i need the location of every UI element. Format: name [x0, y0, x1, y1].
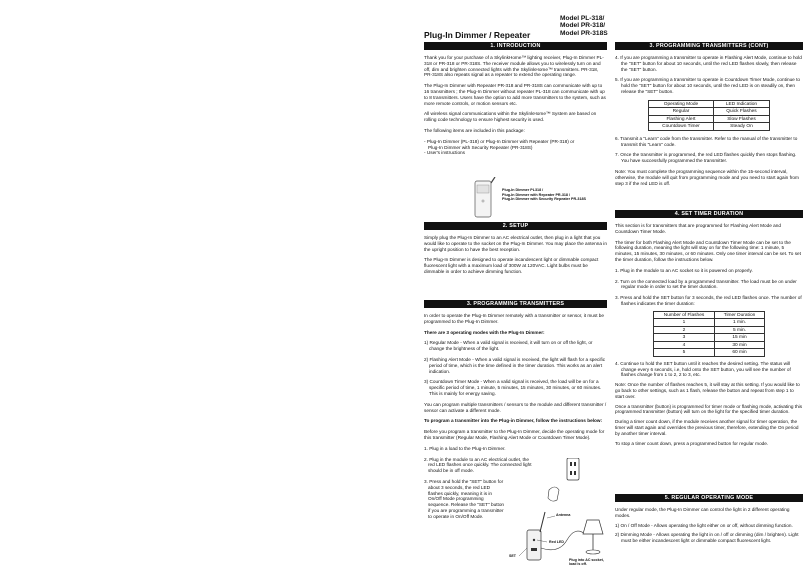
list-item: - Plug-In Dimmer (PL-318) or Plug-In Dimmer with Repeater (PR-318) or	[424, 138, 575, 144]
table-cell: Regular	[649, 108, 714, 116]
label-antenna: Antenna	[556, 513, 571, 517]
table-cell: 5	[654, 349, 715, 357]
mode-item: 2) Dimming Mode - Allows operating the light in on / off or dimming (dim / brighten). Light must be either incandescent light or dimmable compact fluorescent light.	[615, 532, 799, 544]
section-header-programming-cont: 3. PROGRAMMING TRANSMITTERS (CONT)	[615, 42, 803, 50]
product-image-caption	[502, 188, 604, 202]
table-cell: 1	[654, 319, 715, 327]
list-item: - User's instructions	[424, 150, 466, 156]
setup-section	[424, 222, 607, 275]
paragraph: Once a transmitter (button) is programmed for timer mode or flashing mode, activating this programmed transmitter (button) will turn on the light for the specified timer duration.	[615, 403, 803, 415]
table-header-row	[654, 311, 765, 319]
table-header: Timer Duration	[715, 311, 765, 319]
table-row	[649, 123, 770, 131]
paragraph: The Plug-In Dimmer with Repeater PR-318 and PR-318S can communicate with up to 16 transmitters ; the Plug-In Dimmer without repeater PL-318 can communicate with up to 8 transmitters. Users have the option to add more transmitters to the system, such as more remote controls, or motion sensors etc.	[424, 83, 606, 106]
step-item: 5. If you are programming a transmitter to operate in Countdown Timer Mode, continue to hold the "SET" button for about 10 seconds, until the red LED is on steadily on, then release the "SET" button.	[615, 77, 800, 94]
section-header-programming: 3. PROGRAMMING TRANSMITTERS	[424, 300, 607, 308]
table-cell: Quick Flashes	[713, 108, 769, 116]
installation-figure	[509, 458, 609, 573]
table-cell: Countdown Timer	[649, 123, 714, 131]
table-cell: Steady On	[713, 123, 769, 131]
table-row	[654, 341, 765, 349]
programming-cont-section	[615, 42, 803, 186]
model-line: Model PR-318/	[560, 22, 606, 30]
paragraph: Thank you for your purchase of a SkylinkHome™ lighting receiver, Plug-In Dimmer PL-318 or PR-318 or PR-318S. The receiver module allows you to wirelessly turn on and off, dim and brighten connected lights with the SkylinkHome™ transmitters. PR-318, PR-318S also repeats signal as a repeater to extend the operating range.	[424, 55, 604, 78]
table-header: LED Indication	[713, 100, 769, 108]
note: Note: You must complete the programming sequence within the 15-second interval, otherwise, the module will quit from programming mode and you need to start again from step 3 if the red LED is off.	[615, 168, 799, 186]
mode-item: 1) On / Off Mode - Allows operating the light either on or off, without dimming function.	[615, 522, 793, 528]
table-row	[654, 319, 765, 327]
step-item: 2. Turn on the connected load by a programmed transmitter. The load must be on under regular mode in order to set the timer duration.	[615, 278, 797, 290]
paragraph: The Plug-In Dimmer is designed to operate incandescent light or dimmable compact fluorescent light with a maximum load of 300W at 120VAC. Light bulbs must be dimmable in order to achieve dimming function.	[424, 257, 599, 274]
paragraph: Under regular mode, the Plug-In Dimmer can control the light in 2 different operating modes.	[615, 507, 790, 518]
table-header: Number of Flashes	[654, 311, 715, 319]
label-set-button: SET	[509, 554, 516, 558]
paragraph: The following items are included in this package:	[424, 127, 525, 133]
mode-item: 1) Regular Mode - When a valid signal is received, it will turn on or off the light, or change the brightness of the light.	[424, 340, 593, 352]
paragraph: All wireless signal communications within the SkylinkHome™ System are based on rolling code technology to ensure highest security is used.	[424, 111, 597, 123]
howto-title: To program a transmitter into the Plug-in Dimmer, follow the instructions below:	[424, 418, 603, 424]
table-cell: 4	[654, 341, 715, 349]
figure-caption: Plug into AC socket, load is off.	[569, 558, 604, 567]
timer-section	[615, 210, 803, 446]
section-header-regular-mode: 5. REGULAR OPERATING MODE	[615, 494, 803, 502]
paragraph: The timer for both Flashing Alert Mode and Countdown Timer Mode can be set to the following duration, meaning the light will stay on for the following time: 1 minute, 5 minutes, 15 minutes, 30 minutes, or 60 minutes. Only one timer interval can be set. To set the timer duration, follow the instructions below.	[615, 239, 801, 262]
paragraph: This section is for transmitters that are programmed for Flashing Alert Mode and Countdown Timer Mode.	[615, 223, 781, 234]
table-cell: 5 min.	[715, 326, 765, 334]
step-item: 7. Once the transmitter is programmed, the red LED flashes quickly then stops flashing. You have successfully programmed the transmitter.	[615, 152, 797, 164]
product-image	[467, 177, 499, 221]
section-header-timer: 4. SET TIMER DURATION	[615, 210, 803, 218]
section-header-setup: 2. SETUP	[424, 222, 607, 230]
table-row	[649, 115, 770, 123]
step-item: 1. Plug in a load to the Plug-In Dimmer.	[424, 445, 506, 451]
timer-duration-table	[653, 311, 765, 357]
model-line: Model PR-318S	[560, 29, 608, 37]
note: Note: Once the number of flashes reaches 5, it will stay at this setting. If you would like to go back to other settings, such as 1 flash, release the button and repeat from step 1 to start over.	[615, 382, 800, 399]
regular-mode-section	[615, 494, 803, 544]
step-item: 2. Plug in the module to an AC electrical outlet, the red LED flashes once quickly. The connected light should be in off mode.	[424, 456, 532, 474]
table-cell: Slow Flashes	[713, 115, 769, 123]
package-list	[424, 139, 607, 156]
table-cell: 1 min.	[715, 319, 765, 327]
table-cell: 30 min	[715, 341, 765, 349]
caption-line: Plug-In Dimmer PL318 /	[502, 188, 544, 192]
paragraph: You can program multiple transmitters / sensors to the module and different transmitter / sensor can activate a different mode.	[424, 401, 607, 413]
table-cell: 15 min	[715, 334, 765, 342]
table-cell: 2	[654, 326, 715, 334]
section-header-introduction: 1. INTRODUCTION	[424, 42, 607, 50]
table-cell: 60 min	[715, 349, 765, 357]
led-indication-table	[648, 100, 770, 131]
table-header-row	[649, 100, 770, 108]
label-red-led: Red LED	[549, 540, 564, 544]
mode-item: 3) Countdown Timer Mode - When a valid signal is received, the load will be on for a specific period of time, 1 minute, 5 minutes, 15 minutes, 30 minutes, or 60 minutes. This is mainly for energy saving.	[424, 379, 602, 396]
step-item: 3. Press and hold the "SET" button for about 3 seconds, the red LED flashes quickly, meaning it is in On/Off Mode programming sequence. Release the "SET" button if you are programming a transmitter to operate in On/Off Mode.	[424, 478, 505, 519]
table-row	[654, 349, 765, 357]
caption-line: Plug-In Dimmer with Repeater PR-318 /	[502, 192, 571, 197]
step-item: 1. Plug in the module to an AC socket so it is powered on properly.	[615, 267, 753, 273]
caption-line: Plug-In Dimmer with Security Repeater PR-318S	[502, 197, 587, 202]
table-row	[649, 108, 770, 116]
mode-item: 2) Flashing Alert Mode - When a valid signal is received, the light will flash for a specific period of time, which is the time defined in the timer duration. This works as an alert indication.	[424, 356, 606, 374]
model-line: Model PL-318/	[560, 15, 605, 22]
model-numbers	[560, 15, 608, 37]
step-item: 4. If you are programming a transmitter to operate in Flashing Alert Mode, continue to hold the "SET" button for about 10 seconds, until the red LED flashes slowly, then release the "SET" button.	[615, 55, 802, 72]
paragraph: During a timer count down, if the module receives another signal for timer operation, the timer will start again and overrides the previous timer, therefore, extending the On period by another timer interval.	[615, 419, 799, 436]
paragraph: To stop a timer count down, press a programmed button for regular mode.	[615, 440, 769, 446]
list-item: Plug-In Dimmer with Security Repeater (PR-318S)	[428, 144, 533, 150]
table-header: Operating Mode	[649, 100, 714, 108]
document-title: Plug-In Dimmer / Repeater	[424, 30, 531, 40]
step-item: 6. Transmit a "Learn" code from the transmitter. Refer to the manual of the transmitter to transmit this "Learn" code.	[615, 135, 798, 147]
step-item: 3. Press and hold the SET button for 3 seconds, the red LED flashes once. The number of flashes indicates the timer duration:	[615, 295, 802, 306]
table-row	[654, 334, 765, 342]
paragraph: Before you program a transmitter to the Plug-In Dimmer, decide the operating mode for this transmitter (Regular Mode, Flashing Alert Mode or Countdown Timer Mode).	[424, 429, 605, 440]
paragraph: Simply plug the Plug-In Dimmer to an AC electrical outlet, then plug in a light that you would like to operate to the socket on the Plug-In Dimmer. You may place the antenna in the upright position to have the best reception.	[424, 235, 607, 252]
modes-title: There are 3 operating modes with the Plug-In Dimmer:	[424, 329, 545, 335]
table-cell: Flashing Alert	[649, 115, 714, 123]
step-item: 4. Continue to hold the SET button until it reaches the desired setting. The status will change every 6 seconds, i.e, hold onto the SET button, you will see the number of flashes change from 1 to 2, 2 to 3, etc.	[615, 360, 791, 378]
paragraph: In order to operate the Plug-In Dimmer remotely with a transmitter or sensor, it must be programmed to the Plug-In Dimmer.	[424, 313, 605, 324]
table-row	[654, 326, 765, 334]
intro-section	[424, 42, 607, 156]
table-cell: 3	[654, 334, 715, 342]
